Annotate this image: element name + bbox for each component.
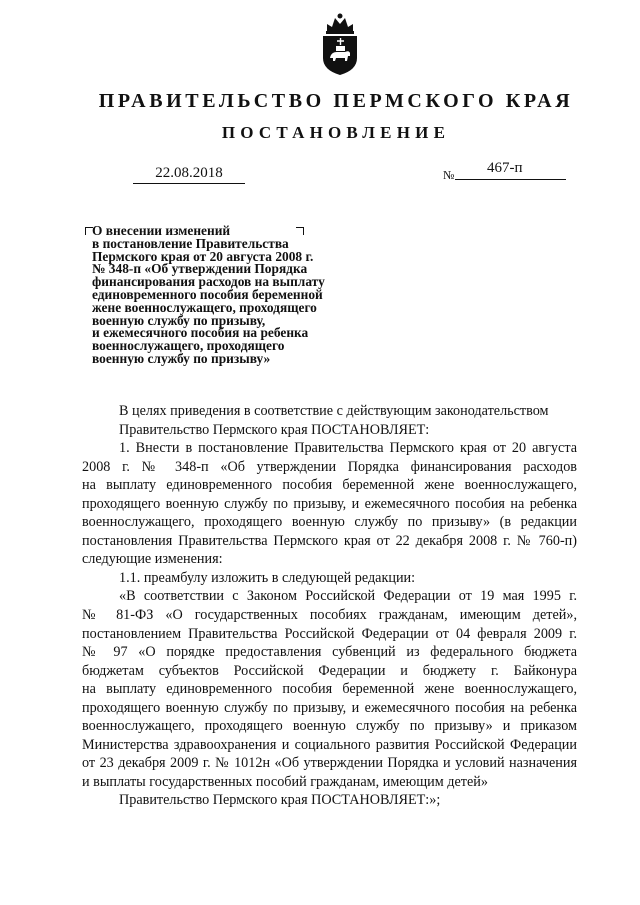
subject-line: военную службу по призыву, — [92, 312, 266, 328]
body-line: от 23 декабря 2009 г. № 1012н «Об утверждении Порядка и условий назначения — [82, 755, 577, 772]
body-line: Правительство Пермского края ПОСТАНОВЛЯЕТ:»; — [119, 792, 441, 809]
body-line: военнослужащего, проходящего военную службу по призыву» и приказом — [82, 718, 577, 735]
subject-block — [92, 225, 372, 366]
subject-line: № 348-п «Об утверждении Порядка — [92, 261, 308, 277]
body-line: на выплату единовременного пособия беременной жене военнослужащего, — [82, 681, 577, 698]
body-line: следующие изменения: — [82, 551, 223, 568]
body-line: № 97 «О порядке предоставления субвенций из федерального бюджета — [82, 644, 577, 661]
subject-line: Пермского края от 20 августа 2008 г. — [92, 248, 314, 264]
document-number: 467-п — [487, 160, 523, 176]
document-body — [82, 402, 577, 810]
subject-line: в постановление Правительства — [92, 235, 289, 251]
body-line: проходящего военную службу по призыву, и ежемесячного пособия на ребенка — [82, 495, 577, 512]
body-line: «В соответствии с Законом Российской Федерации от 19 мая 1995 г. — [119, 588, 577, 605]
body-line: на выплату единовременного пособия беременной жене военнослужащего, — [82, 477, 577, 494]
body-line: Правительство Пермского края ПОСТАНОВЛЯЕТ: — [119, 421, 430, 438]
body-line: 1. Внести в постановление Правительства Пермского края от 20 августа — [119, 440, 577, 457]
subject-line: и ежемесячного пособия на ребенка — [92, 325, 309, 341]
body-line: постановления Правительства Пермского края от 22 декабря 2008 г. № 760-п) — [82, 532, 577, 549]
subject-line: военнослужащего, проходящего — [92, 338, 285, 354]
body-line: военнослужащего, проходящего военную службу по призыву» (в редакции — [82, 514, 577, 531]
body-line: Министерства здравоохранения и социального развития Российской Федерации — [82, 736, 577, 753]
number-underline — [455, 179, 566, 180]
document-date: 22.08.2018 — [133, 165, 245, 184]
body-line: постановлением Правительства Российской Федерации от 04 февраля 2009 г. — [82, 625, 577, 642]
body-line: В целях приведения в соответствие с действующим законодательством — [119, 403, 549, 419]
body-line: бюджетам субъектов Российской Федерации и бюджету г. Байконура — [82, 662, 577, 679]
body-line: 2008 г. № 348-п «Об утверждении Порядка финансирования расходов — [82, 458, 577, 475]
document-number-field — [443, 160, 566, 182]
body-line: № 81-ФЗ «О государственных пособиях гражданам, имеющим детей», — [82, 607, 577, 624]
perm-krai-coat-of-arms-icon — [319, 12, 361, 76]
document-type: ПОСТАНОВЛЕНИЕ — [221, 123, 451, 142]
number-sign: № — [443, 168, 455, 182]
subject-line: жене военнослужащего, проходящего — [92, 299, 317, 315]
subject-line: О внесении изменений — [92, 223, 231, 238]
subject-line: военную службу по призыву» — [92, 350, 271, 366]
subject-line: финансирования расходов на выплату — [92, 274, 325, 290]
body-line: 1.1. преамбулу изложить в следующей редакции: — [119, 569, 416, 586]
government-title: ПРАВИТЕЛЬСТВО ПЕРМСКОГО КРАЯ — [98, 90, 574, 112]
body-line: и выплаты государственных пособий гражданам, имеющим детей» — [82, 773, 488, 790]
subject-line: единовременного пособия беременной — [92, 286, 323, 302]
body-line: проходящего военную службу по призыву, и ежемесячного пособия на ребенка — [82, 699, 577, 716]
